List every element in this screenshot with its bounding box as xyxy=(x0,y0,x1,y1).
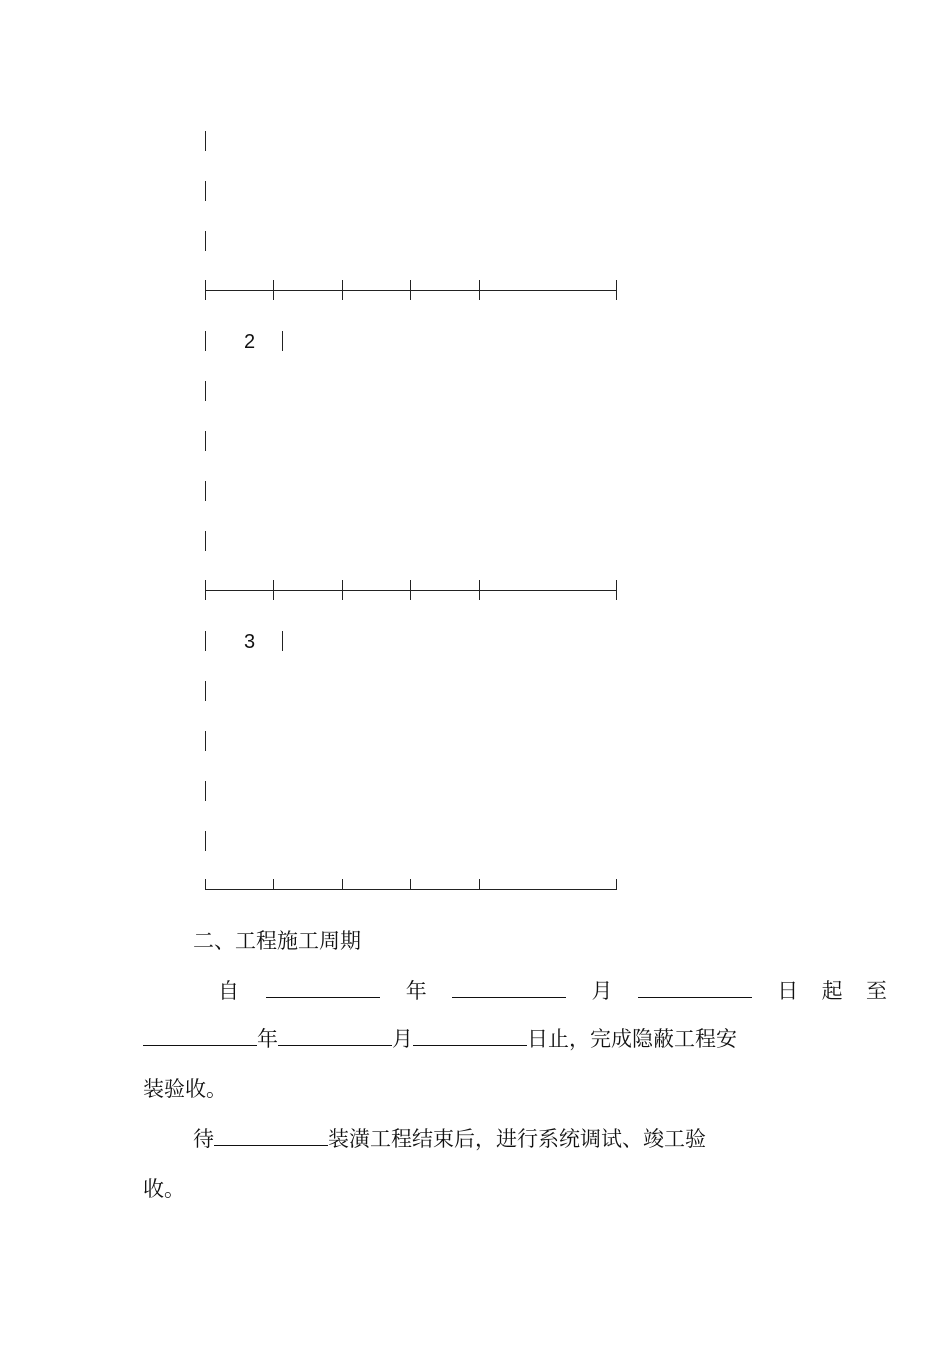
table-left-border xyxy=(205,231,206,251)
blank-month-start[interactable] xyxy=(452,977,566,998)
text-year: 年 xyxy=(257,1027,278,1051)
paragraph-line: 装验收。 xyxy=(143,1077,227,1101)
text-wait: 待 xyxy=(193,1127,214,1151)
text-from: 自 xyxy=(218,979,239,1003)
row-number: 2 xyxy=(244,331,256,353)
text-zhi: 至 xyxy=(866,979,887,1003)
blank-day-start[interactable] xyxy=(638,977,752,998)
text-qi: 起 xyxy=(821,979,843,1003)
blank-year-start[interactable] xyxy=(266,977,380,998)
text-day: 日 xyxy=(777,979,799,1003)
table-left-border xyxy=(205,131,206,151)
row-number: 3 xyxy=(244,631,256,653)
blank-day-end[interactable] xyxy=(413,1025,527,1046)
blank-decoration-project[interactable] xyxy=(214,1125,328,1146)
blank-month-end[interactable] xyxy=(278,1025,392,1046)
text-line4-tail: 装潢工程结束后，进行系统调试、竣工验 xyxy=(328,1127,706,1151)
text-year: 年 xyxy=(405,979,427,1003)
paragraph-line xyxy=(218,977,887,1005)
section-heading: 二、工程施工周期 xyxy=(193,929,361,953)
paragraph-line: 收。 xyxy=(143,1177,185,1201)
table-left-border xyxy=(205,181,206,201)
text-month: 月 xyxy=(591,979,613,1003)
text-line2-tail: 日止，完成隐蔽工程安 xyxy=(527,1027,737,1051)
blank-year-end[interactable] xyxy=(143,1025,257,1046)
paragraph-line xyxy=(193,1125,706,1153)
paragraph-line xyxy=(143,1025,737,1053)
text-month: 月 xyxy=(392,1027,413,1051)
